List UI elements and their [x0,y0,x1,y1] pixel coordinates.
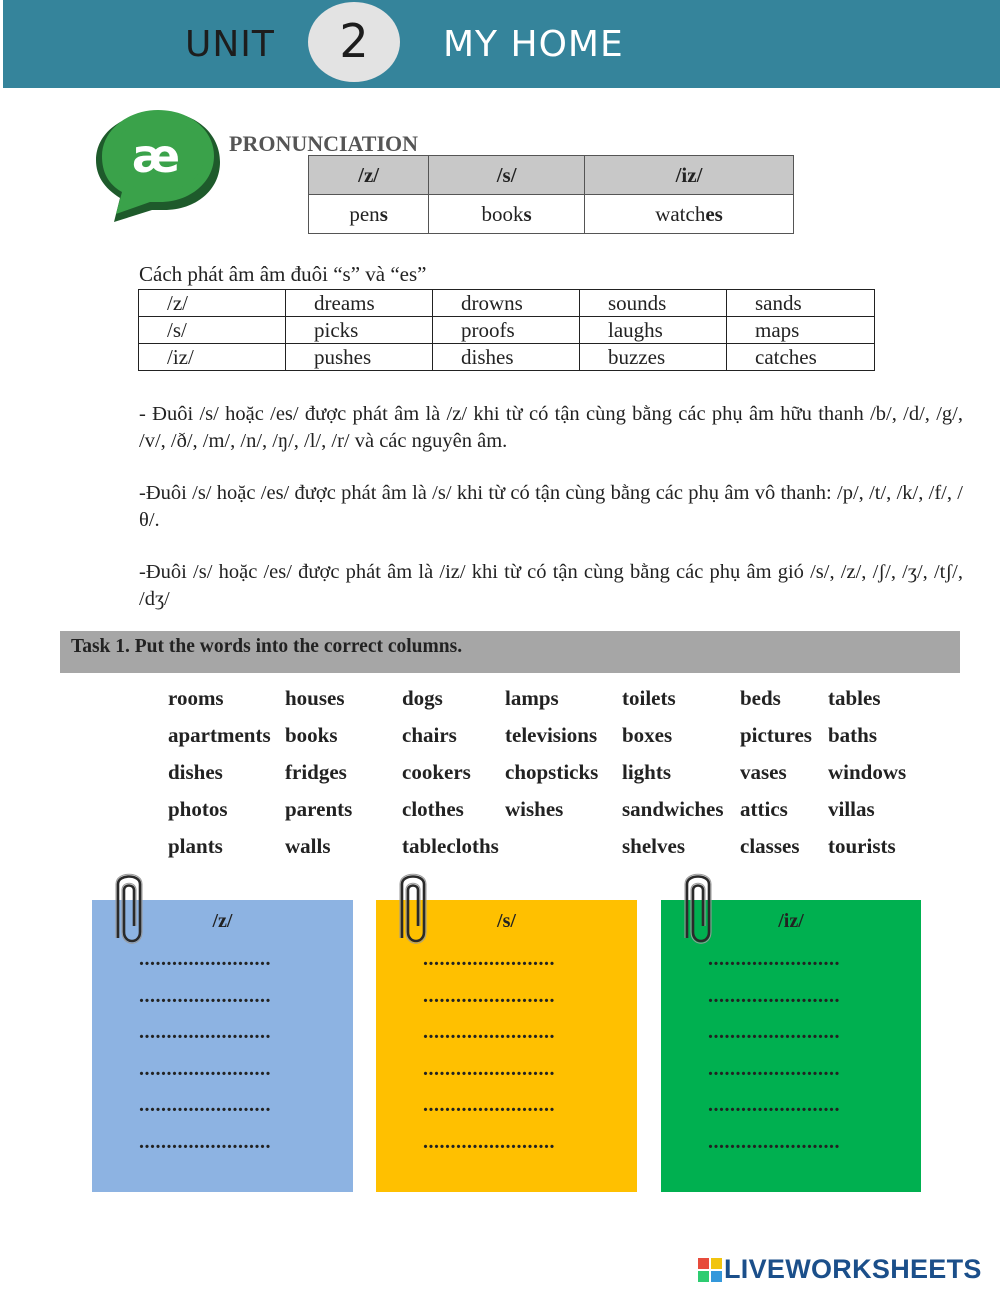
answer-blank[interactable]: ........................ [139,1094,271,1116]
paperclip-icon [394,868,432,950]
word-chip[interactable]: chairs [402,723,457,747]
answer-blank[interactable]: ........................ [139,1058,271,1080]
answer-blank[interactable]: ........................ [708,1131,840,1153]
task-title: Task 1. Put the words into the correct columns. [71,636,463,657]
rules-table [138,289,875,371]
word-chip[interactable]: shelves [622,834,685,858]
word-chip[interactable]: clothes [402,797,464,821]
example-s [429,195,585,234]
table-cell: proofs [433,317,580,344]
answer-blank[interactable]: ........................ [423,1131,555,1153]
answer-blank[interactable]: ........................ [423,985,555,1007]
rule-iz-paragraph: -Đuôi /s/ hoặc /es/ được phát âm là /iz/ khi từ có tận cùng bằng các phụ âm gió /s/, /z/, /ʃ/, /ʒ/, /tʃ/, /dʒ/ [139,561,963,610]
table-cell: drowns [433,290,580,317]
speech-bubble-icon [92,106,224,226]
table-row [139,344,875,371]
table-row [139,290,875,317]
word-chip[interactable]: houses [285,686,345,710]
table-cell: laughs [580,317,727,344]
answer-blank[interactable]: ........................ [708,1021,840,1043]
word-chip[interactable]: dogs [402,686,443,710]
answer-blank[interactable]: ........................ [139,985,271,1007]
answer-blank[interactable]: ........................ [423,948,555,970]
table-cell: picks [286,317,433,344]
rules-caption: Cách phát âm âm đuôi “s” và “es” [139,262,427,286]
word-chip[interactable]: toilets [622,686,676,710]
ae-glyph: æ [131,129,181,183]
word-chip[interactable]: cookers [402,760,471,784]
word-bank-row [168,680,948,717]
word-bank-row [168,754,948,791]
word-chip[interactable]: villas [828,797,875,821]
word-chip[interactable]: attics [740,797,788,821]
note-s-label: /s/ [497,910,516,932]
word-chip[interactable]: rooms [168,686,224,710]
table-cell: buzzes [580,344,727,371]
table-cell: /z/ [139,290,286,317]
word-chip[interactable]: beds [740,686,781,710]
example-ending: es [705,201,723,226]
word-chip[interactable]: pictures [740,723,812,747]
answer-blank[interactable]: ........................ [423,1021,555,1043]
answer-blank[interactable]: ........................ [708,1094,840,1116]
answer-blank[interactable]: ........................ [423,1094,555,1116]
table-cell: dreams [286,290,433,317]
liveworksheets-logo-icon [698,1258,722,1282]
table-cell: sands [727,290,875,317]
note-z-dropzone[interactable] [92,900,353,1192]
paperclip-icon [110,868,148,950]
paperclip-icon [679,868,717,950]
unit-title: MY HOME [443,24,624,65]
word-chip[interactable]: walls [285,834,331,858]
word-chip[interactable]: televisions [505,723,598,747]
table-row [139,317,875,344]
note-z-label: /z/ [212,910,233,932]
example-stem: pen [349,201,380,226]
example-stem: book [481,201,524,226]
note-s-dropzone[interactable] [376,900,637,1192]
header-s: /s/ [429,156,585,195]
word-bank [168,680,948,865]
example-z [309,195,429,234]
table-cell: catches [727,344,875,371]
word-bank-row [168,828,948,865]
word-chip[interactable]: plants [168,834,223,858]
header-iz: /iz/ [585,156,794,195]
pronunciation-heading: PRONUNCIATION [229,131,419,156]
word-chip[interactable]: lamps [505,686,559,710]
word-chip[interactable]: vases [740,760,787,784]
word-chip[interactable]: books [285,723,338,747]
word-chip[interactable]: lights [622,760,672,784]
table-cell: maps [727,317,875,344]
note-iz-label: /iz/ [778,910,804,932]
table-header-row [309,156,794,195]
table-cell: /s/ [139,317,286,344]
word-chip[interactable]: parents [285,797,353,821]
word-chip[interactable]: wishes [505,797,564,821]
answer-blank[interactable]: ........................ [708,948,840,970]
word-chip[interactable]: windows [828,760,907,784]
word-chip[interactable]: sandwiches [622,797,724,821]
word-chip[interactable]: tourists [828,834,896,858]
answer-blank[interactable]: ........................ [139,1131,271,1153]
example-stem: watch [655,201,706,226]
table-row [309,195,794,234]
word-chip[interactable]: classes [740,834,800,858]
header-z: /z/ [309,156,429,195]
word-chip[interactable]: tables [828,686,881,710]
word-bank-row [168,791,948,828]
answer-blank[interactable]: ........................ [423,1058,555,1080]
answer-blank[interactable]: ........................ [708,985,840,1007]
table-cell: /iz/ [139,344,286,371]
table-cell: sounds [580,290,727,317]
pronunciation-table [308,155,794,234]
rule-s-paragraph: -Đuôi /s/ hoặc /es/ được phát âm là /s/ khi từ có tận cùng bằng các phụ âm vô thanh: /p/, /t/, /k/, /f/, /θ/. [139,482,963,531]
word-chip[interactable]: tablecloths [402,834,499,858]
word-chip[interactable]: baths [828,723,878,747]
example-iz [585,195,794,234]
example-ending: s [379,201,388,226]
word-chip[interactable]: chopsticks [505,760,599,784]
word-chip[interactable]: apartments [168,723,271,747]
rule-z-paragraph: - Đuôi /s/ hoặc /es/ được phát âm là /z/ khi từ có tận cùng bằng các phụ âm hữu thanh /b/, /d/, /g/, /v/, /ð/, /m/, /n/, /ŋ/, /l/, /r/ và các nguyên âm. [139,403,963,452]
table-cell: pushes [286,344,433,371]
word-chip[interactable]: dishes [168,760,223,784]
word-chip[interactable]: fridges [285,760,347,784]
liveworksheets-brand[interactable]: LIVEWORKSHEETS [724,1254,982,1284]
table-cell: dishes [433,344,580,371]
note-iz-dropzone[interactable] [661,900,921,1192]
unit-label: UNIT [185,24,275,65]
answer-blank[interactable]: ........................ [139,948,271,970]
unit-number: 2 [339,14,369,68]
word-chip[interactable]: photos [168,797,228,821]
word-bank-row [168,717,948,754]
answer-blank[interactable]: ........................ [139,1021,271,1043]
answer-blank[interactable]: ........................ [708,1058,840,1080]
example-ending: s [523,201,532,226]
word-chip[interactable]: boxes [622,723,673,747]
